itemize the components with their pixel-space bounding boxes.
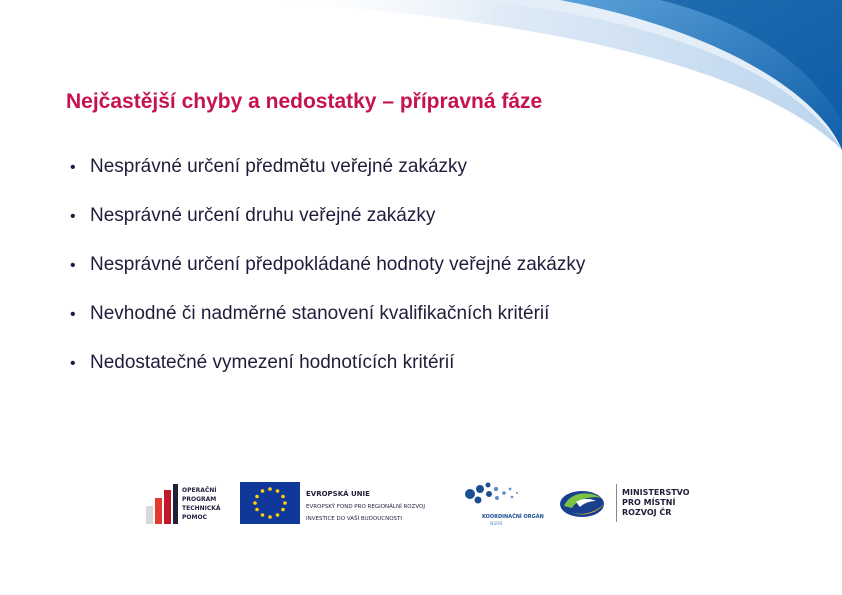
eu-fund-text: EVROPSKÁ UNIE EVROPSKÝ FOND PRO REGIONÁLNÍ ROZVOJ INVESTICE DO VAŠÍ BUDOUCNOSTI (306, 490, 425, 522)
eu-flag-icon (240, 482, 300, 524)
eu-flag-logo (240, 478, 302, 528)
koordinacni-organ-logo: KOORDINAČNÍ ORGÁN NSRR (462, 478, 542, 528)
bullet-icon: • (70, 306, 76, 323)
bullet-icon: • (70, 355, 76, 372)
bullet-icon: • (70, 257, 76, 274)
bullet-icon: • (70, 208, 76, 225)
slide-title: Nejčastější chyby a nedostatky – přípravná fáze (66, 90, 543, 113)
list-item: • Nedostatečné vymezení hodnotících kritérií (70, 351, 585, 375)
header-swoosh-decoration (0, 0, 842, 160)
list-item: • Nevhodné či nadměrné stanovení kvalifikačních kritérií (70, 302, 585, 326)
op-bars-icon (145, 478, 183, 528)
dots-network-icon (462, 480, 522, 514)
mmr-logo: MINISTERSTVO PRO MÍSTNÍ ROZVOJ ČR (558, 478, 708, 528)
op-technicka-pomoc-logo: OPERAČNÍ PROGRAM TECHNICKÁ POMOC (145, 478, 240, 528)
logo-divider (616, 484, 617, 522)
list-item: • Nesprávné určení předmětu veřejné zakázky (70, 155, 585, 179)
list-item: • Nesprávné určení druhu veřejné zakázky (70, 204, 585, 228)
bullet-list (70, 155, 585, 400)
list-item: • Nesprávné určení předpokládané hodnoty veřejné zakázky (70, 253, 585, 277)
mmr-swirl-icon (558, 486, 610, 522)
bullet-icon: • (70, 159, 76, 176)
logo-strip (140, 478, 720, 528)
